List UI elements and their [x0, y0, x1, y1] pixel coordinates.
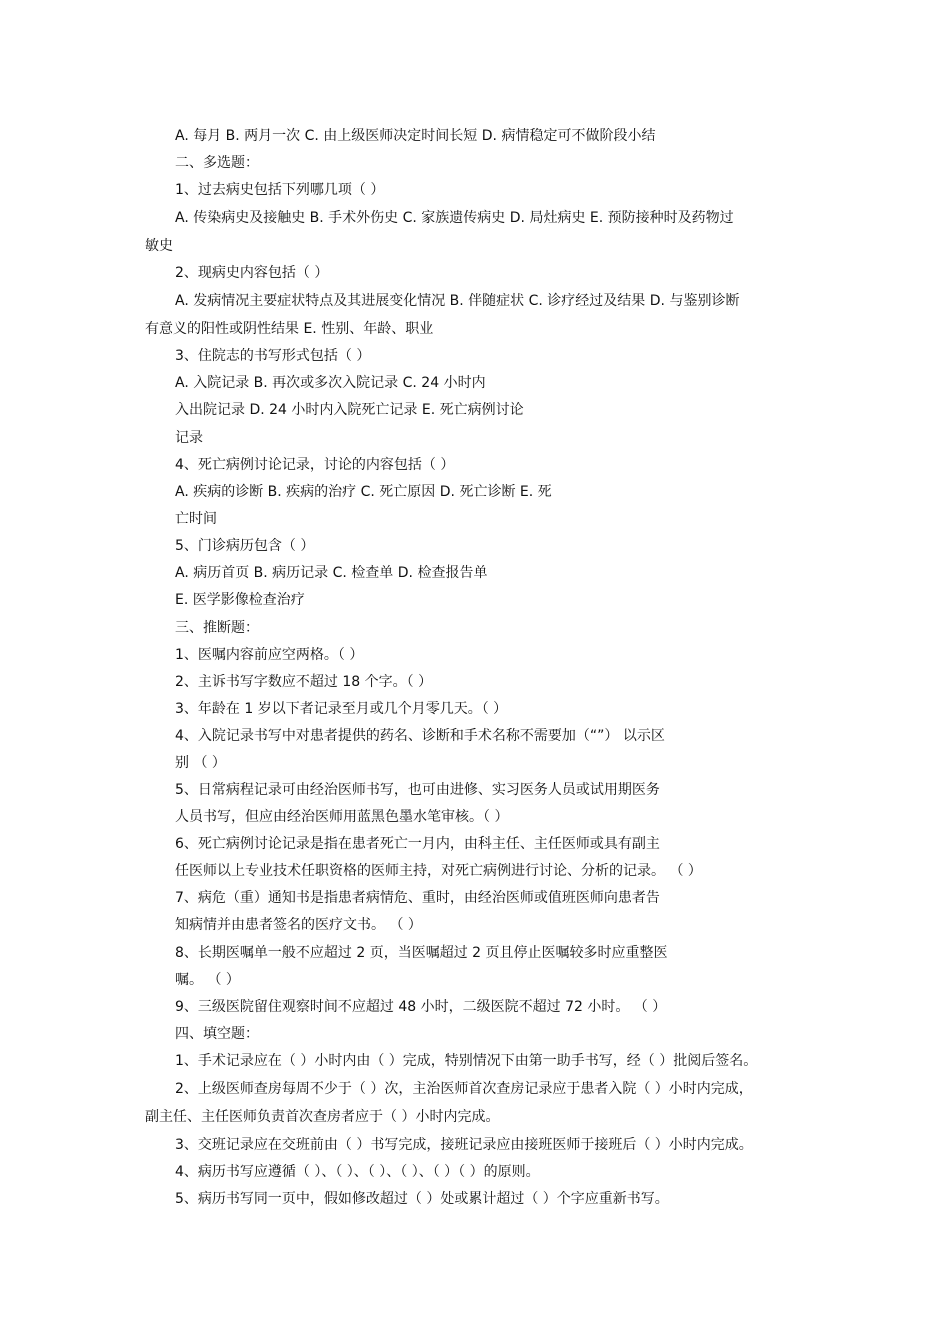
options-continued: 记录	[175, 430, 203, 446]
question: 5、日常病程记录可由经治医师书写，也可由进修、实习医务人员或试用期医务	[175, 782, 660, 798]
question-continued: 嘱。 （ ）	[175, 972, 240, 988]
question: 8、长期医嘱单一般不应超过 2 页，当医嘱超过 2 页且停止医嘱较多时应重整医	[175, 945, 668, 961]
section-heading: 四、填空题：	[175, 1026, 259, 1042]
question: 7、病危（重）通知书是指患者病情危、重时，由经治医师或值班医师向患者告	[175, 890, 660, 906]
options: A. 病历首页 B. 病历记录 C. 检查单 D. 检查报告单	[175, 565, 488, 581]
options-continued: E. 医学影像检查治疗	[175, 592, 305, 608]
question-continued: 知病情并由患者签名的医疗文书。 （ ）	[175, 917, 422, 933]
options: A. 入院记录 B. 再次或多次入院记录 C. 24 小时内	[175, 375, 486, 391]
question-continued: 副主任、主任医师负责首次查房者应于（ ）小时内完成。	[145, 1109, 500, 1125]
question-continued: 任医师以上专业技术任职资格的医师主持，对死亡病例进行讨论、分析的记录。 （ ）	[175, 863, 702, 879]
options-continued: 亡时间	[175, 511, 217, 527]
question: 5、病历书写同一页中，假如修改超过（ ）处或累计超过（ ）个字应重新书写。	[175, 1191, 669, 1207]
question: 3、年龄在 1 岁以下者记录至月或几个月零几天。（ ）	[175, 701, 508, 717]
section-heading: 三、推断题：	[175, 620, 259, 636]
question: 4、病历书写应遵循（ ）、（ ）、（ ）、（ ）、（ ）（ ）的原则。	[175, 1164, 540, 1180]
question-continued: 人员书写，但应由经治医师用蓝黑色墨水笔审核。（ ）	[175, 809, 509, 825]
options-continued: 入出院记录 D. 24 小时内入院死亡记录 E. 死亡病例讨论	[175, 402, 524, 418]
question: 2、现病史内容包括（ ）	[175, 265, 329, 281]
options: A. 疾病的诊断 B. 疾病的治疗 C. 死亡原因 D. 死亡诊断 E. 死	[175, 484, 552, 500]
question: 4、死亡病例讨论记录，讨论的内容包括（ ）	[175, 457, 455, 473]
question: 2、上级医师查房每周不少于（ ）次，主治医师首次查房记录应于患者入院（ ）小时内完成，	[175, 1081, 753, 1097]
question: 1、医嘱内容前应空两格。（ ）	[175, 647, 364, 663]
section-heading: 二、多选题：	[175, 155, 259, 171]
question: 1、过去病史包括下列哪几项（ ）	[175, 182, 385, 198]
question: 9、三级医院留住观察时间不应超过 48 小时，二级医院不超过 72 小时。 （ ）	[175, 999, 667, 1015]
question: 4、入院记录书写中对患者提供的药名、诊断和手术名称不需要加（“”） 以示区	[175, 728, 665, 744]
options: A. 发病情况主要症状特点及其进展变化情况 B. 伴随症状 C. 诊疗经过及结果 D. 与鉴别诊断	[175, 293, 740, 309]
options: A. 传染病史及接触史 B. 手术外伤史 C. 家族遗传病史 D. 局灶病史 E. 预防接种时及药物过	[175, 210, 734, 226]
question: 5、门诊病历包含（ ）	[175, 538, 315, 554]
text-line: A. 每月 B. 两月一次 C. 由上级医师决定时间长短 D. 病情稳定可不做阶段小结	[175, 128, 656, 144]
question-continued: 别 （ ）	[175, 755, 226, 771]
options-continued: 敏史	[145, 238, 173, 254]
question: 1、手术记录应在（ ）小时内由（ ）完成，特别情况下由第一助手书写，经（ ）批阅后签名。	[175, 1053, 758, 1069]
question: 3、住院志的书写形式包括（ ）	[175, 348, 371, 364]
options-continued: 有意义的阳性或阴性结果 E. 性别、年龄、职业	[145, 321, 434, 337]
question: 2、主诉书写字数应不超过 18 个字。（ ）	[175, 674, 433, 690]
question: 3、交班记录应在交班前由（ ）书写完成，接班记录应由接班医师于接班后（ ）小时内完成。	[175, 1137, 753, 1153]
question: 6、死亡病例讨论记录是指在患者死亡一月内，由科主任、主任医师或具有副主	[175, 836, 660, 852]
